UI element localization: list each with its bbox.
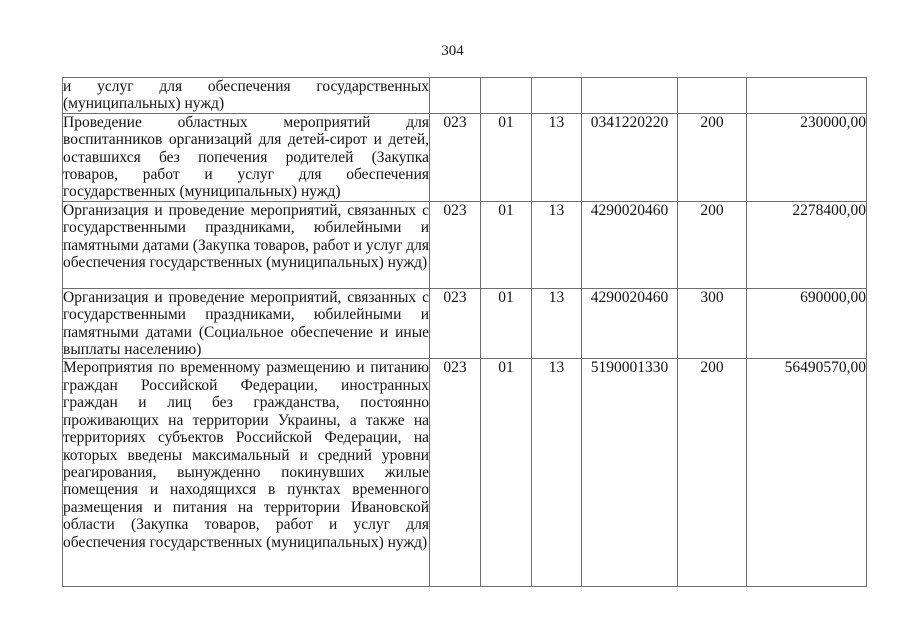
amount-cell: 230000,00 (747, 113, 867, 201)
table-row (63, 113, 867, 201)
subsection-code-cell: 13 (532, 201, 582, 288)
amount-cell: 690000,00 (747, 288, 867, 359)
table-row (63, 78, 867, 114)
section-code-cell (481, 78, 532, 114)
expense-name-cell: Организация и проведение мероприятий, связанных с государственными праздниками, юбилейными и памятными датами (Социальное обеспечение и иные выплаты населению) (63, 288, 429, 359)
target-article-cell (582, 78, 678, 114)
page-number: 304 (441, 43, 464, 59)
target-article-cell: 0341220220 (582, 113, 678, 201)
table-row (63, 359, 867, 587)
expense-type-cell: 200 (678, 113, 747, 201)
target-article-cell: 4290020460 (582, 288, 678, 359)
expense-type-cell: 200 (678, 201, 747, 288)
subsection-code-cell: 13 (532, 288, 582, 359)
section-code-cell: 01 (481, 113, 532, 201)
amount-cell (747, 78, 867, 114)
expense-name-cell: Мероприятия по временному размещению и питанию граждан Российской Федерации, иностранных граждан и лиц без гражданства, постоянно проживающих на территории Украины, а также на территориях субъектов Российской Федерации, на которых введены максимальный и средний уровни реагирования, вынужденно покинувших жилые помещения и находящихся в пунктах временного размещения и питания на территории Ивановской области (Закупка товаров, работ и услуг для обеспечения государственных (муниципальных) нужд) (63, 359, 430, 587)
table-row (63, 201, 867, 288)
section-code-cell: 01 (481, 359, 532, 587)
expense-type-cell (678, 78, 747, 114)
subsection-code-cell: 13 (532, 113, 582, 201)
expense-name-cell: и услуг для обеспечения государственных (муниципальных) нужд) (63, 78, 429, 113)
target-article-cell: 5190001330 (582, 359, 678, 587)
budget-table (62, 77, 867, 587)
grbs-code-cell: 023 (430, 201, 481, 288)
section-code-cell: 01 (481, 288, 532, 359)
grbs-code-cell: 023 (430, 359, 481, 587)
grbs-code-cell: 023 (430, 288, 481, 359)
amount-cell: 56490570,00 (747, 359, 867, 587)
expense-type-cell: 200 (678, 359, 747, 587)
expense-name-cell: Проведение областных мероприятий для воспитанников организаций для детей-сирот и детей, оставшихся без попечения родителей (Закупка товаров, работ и услуг для обеспечения государственных (муниципальных) нужд) (63, 113, 429, 201)
amount-cell: 2278400,00 (747, 201, 867, 288)
subsection-code-cell (532, 78, 582, 114)
expense-name-cell: Организация и проведение мероприятий, связанных с государственными праздниками, юбилейными и памятными датами (Закупка товаров, работ и услуг для обеспечения государственных (муниципальных) нужд) (63, 201, 430, 288)
target-article-cell: 4290020460 (582, 201, 678, 288)
table-row (63, 288, 867, 359)
section-code-cell: 01 (481, 201, 532, 288)
grbs-code-cell (430, 78, 481, 114)
expense-type-cell: 300 (678, 288, 747, 359)
subsection-code-cell: 13 (532, 359, 582, 587)
grbs-code-cell: 023 (430, 113, 481, 201)
